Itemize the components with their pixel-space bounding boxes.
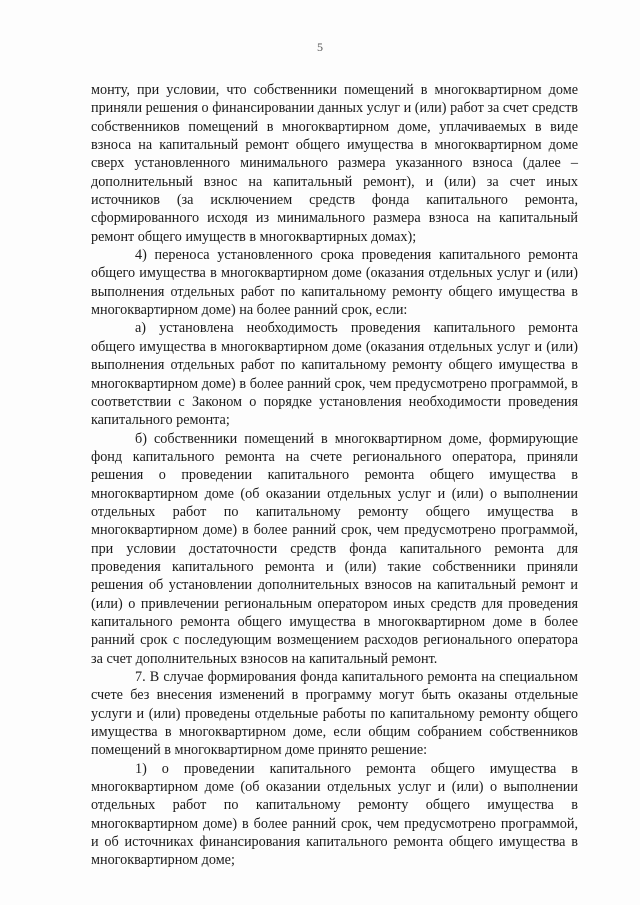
paragraph-section-7: 7. В случае формирования фонда капитального ремонта на специальном счете без внесения изменений в программу могут быть оказаны отдельные услуги и (или) проведены отдельные работы по капитальному ремонту общего имущества в многоквартирном доме, если общим собранием собственников помещений в многоквартирном доме принято решение: <box>91 669 578 759</box>
page-number: 5 <box>317 40 323 54</box>
paragraph-continuation: монту, при условии, что собственники помещений в многоквартирном доме приняли решения о финансировании данных услуг и (или) работ за счет средств собственников помещений в многоквартирном доме, уплачиваемых в виде взноса на капитальный ремонт общего имущества в многоквартирном доме сверх установленного минимального размера указанного взноса (далее – дополнительный взнос на капитальный ремонт), и (или) за счет иных источников (за исключением средств фонда капитального ремонта, сформированного исходя из минимального размера взноса на капитальный ремонт общего имуществ в многоквартирных домах); <box>91 82 578 245</box>
paragraph-item-4: 4) переноса установленного срока проведения капитального ремонта общего имущества в многоквартирном доме (оказания отдельных услуг и (или) выполнения отдельных работ по капитальному ремонту общего имущества в многоквартирном доме) на более ранний срок, если: <box>91 247 578 319</box>
paragraph-item-1: 1) о проведении капитального ремонта общего имущества в многоквартирном доме (об оказании отдельных услуг и (или) о выполнении отдельных работ по капитальному ремонту общего имущества в многоквартирном доме) в более ранний срок, чем предусмотрено программой, и об источниках финансирования капитального ремонта общего имущества в многоквартирном доме; <box>91 760 578 869</box>
body-text <box>91 81 578 870</box>
paragraph-subitem-a: а) установлена необходимость проведения капитального ремонта общего имущества в многоквартирном доме (оказания отдельных услуг и (или) выполнения отдельных работ по капитальному ремонту общего имущества в многоквартирном доме) в более ранний срок, чем предусмотрено программой, в соответствии с Законом о порядке установления необходимости проведения капитального ремонта; <box>91 320 578 429</box>
paragraph-subitem-b: б) собственники помещений в многоквартирном доме, формирующие фонд капитального ремонта на счете регионального оператора, приняли решения о проведении капитального ремонта общего имущества в многоквартирном доме (об оказании отдельных услуг и (или) о выполнении отдельных работ по капитальному ремонту общего имущества в многоквартирном доме) в более ранний срок, чем предусмотрено программой, при условии достаточности средств фонда капитального ремонта для проведения капитального ремонта и (или) такие собственники приняли решения об установлении дополнительных взносов на капитальный ремонт и (или) о привлечении региональным оператором иных средств для проведения капитального ремонта общего имущества в многоквартирном доме в более ранний срок с последующим возмещением расходов регионального оператора за счет дополнительных взносов на капитальный ремонт. <box>91 430 578 667</box>
